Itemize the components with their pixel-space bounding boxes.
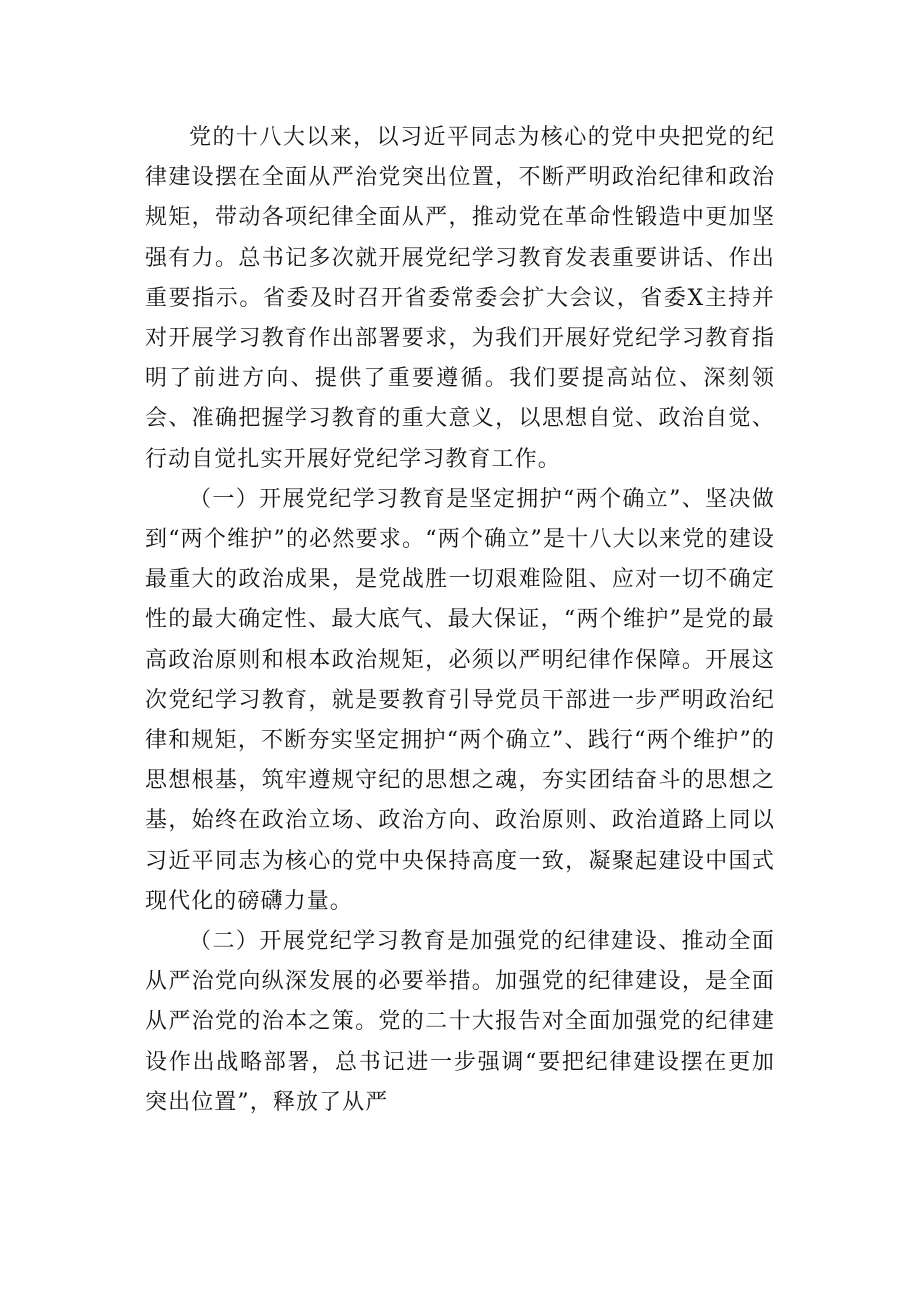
paragraph-section-two: （二）开展党纪学习教育是加强党的纪律建设、推动全面从严治党向纵深发展的必要举措。加强党的纪律建设，是全面从严治党的治本之策。党的二十大报告对全面加强党的纪律建设作出战略部署，总书记进一步强调“要把纪律建设摆在更加突出位置”，释放了从严 [145, 929, 775, 1115]
paragraph-section-one: （一）开展党纪学习教育是坚定拥护“两个确立”、坚决做到“两个维护”的必然要求。“两个确立”是十八大以来党的建设最重大的政治成果，是党战胜一切艰难险阻、应对一切不确定性的最大确定性、最大底气、最大保证，“两个维护”是党的最高政治原则和根本政治规矩，必须以严明纪律作保障。开展这次党纪学习教育，就是要教育引导党员干部进一步严明政治纪律和规矩，不断夯实坚定拥护“两个确立”、践行“两个维护”的思想根基，筑牢遵规守纪的思想之魂，夯实团结奋斗的思想之基，始终在政治立场、政治方向、政治原则、政治道路上同以习近平同志为核心的党中央保持高度一致，凝聚起建设中国式现代化的磅礴力量。 [145, 486, 775, 914]
document-body [145, 118, 775, 1123]
paragraph-intro: 党的十八大以来，以习近平同志为核心的党中央把党的纪律建设摆在全面从严治党突出位置，不断严明政治纪律和政治规矩，带动各项纪律全面从严，推动党在革命性锻造中更加坚强有力。总书记多次就开展党纪学习教育发表重要讲话、作出重要指示。省委及时召开省委常委会扩大会议，省委X主持并对开展学习教育作出部署要求，为我们开展好党纪学习教育指明了前进方向、提供了重要遵循。我们要提高站位、深刻领会、准确把握学习教育的重大意义，以思想自觉、政治自觉、行动自觉扎实开展好党纪学习教育工作。 [145, 125, 775, 472]
